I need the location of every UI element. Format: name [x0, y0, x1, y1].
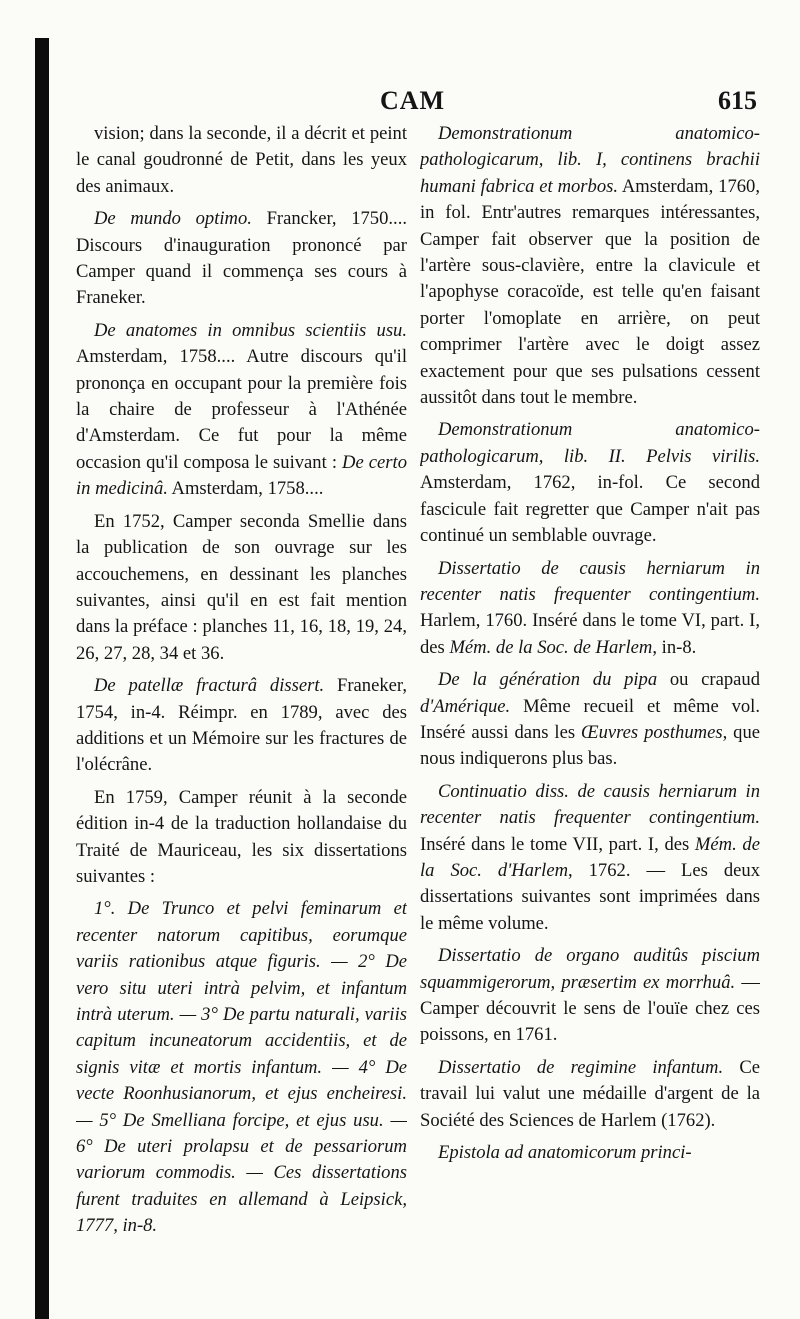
bibliography-paragraph	[76, 121, 407, 200]
running-header: CAM	[380, 86, 446, 115]
entry-text: , que nous indiquerons plus bas.	[420, 721, 760, 770]
work-title: De certo in medicinâ.	[76, 451, 407, 500]
work-title: De mundo optimo.	[94, 208, 252, 230]
entry-text: — Camper découvrit le sens de l'ouïe chez ces poissons, en 1761.	[420, 971, 760, 1046]
bibliography-paragraph	[420, 943, 760, 1049]
bibliography-paragraph	[420, 121, 760, 411]
work-title: Epistola ad anatomicorum princi-	[438, 1142, 692, 1164]
work-title: Dissertatio de regimine infantum.	[438, 1056, 724, 1078]
entry-text: Amsterdam, 1760, in fol. Entr'autres remarques intéressantes, Camper fait observer que la position de l'artère sous-clavière, entre la clavicule et l'apophyse coracoïde, est telle qu'en faisant porter l'omoplate en arrière, on peut comprimer l'artère avec le doigt assez exactement pour que ses pulsations cessent aussitôt dans tout le membre.	[420, 175, 760, 409]
entry-text: Ce travail lui valut une médaille d'argent de la Société des Sciences de Harlem (1762).	[420, 1056, 760, 1131]
entry-text: Inséré dans le tome VII, part. I, des	[420, 833, 695, 855]
work-title: Dissertatio de organo auditûs piscium squammigerorum, præsertim ex morrhuâ.	[420, 945, 760, 993]
bibliography-paragraph	[76, 509, 407, 667]
paragraph-text: En 1759, Camper réunit à la seconde édition in-4 de la traduction hollandaise du Traité de Mauriceau, les six dissertations suivantes :	[76, 786, 407, 887]
bibliography-paragraph	[76, 318, 407, 503]
italic-text: 1°. De Trunco et pelvi feminarum et recenter natorum capitibus, eorumque variis rationibus atque figuris. — 2° De vero situ uteri intrà pelvim, et infantum intrà uterum. — 3° De partu naturali, variis capitum incuneatorum accidentiis, et de signis vitæ et mortis infantum. — 4° De vecte Roonhusianorum, et ejus encheiresi. — 5° De Smelliana forcipe, et ejus usu. — 6° De uteri prolapsu et de pessariorum variorum commodis. — Ces dissertations furent traduites en allemand à Leipsick, 1777, in-8.	[76, 898, 407, 1237]
bibliography-paragraph	[420, 779, 760, 937]
work-title: Demonstrationum anatomico-pathologicarum, lib. II. Pelvis virilis.	[420, 419, 760, 467]
work-title: Demonstrationum anatomico-pathologicarum, lib. I, continens brachii humani fabrica et morbos.	[420, 123, 760, 197]
work-title: Mém. de la Soc. de Harlem	[449, 636, 653, 658]
entry-text: Amsterdam, 1758....	[167, 478, 324, 500]
bibliography-paragraph	[76, 206, 407, 312]
work-title: Dissertatio de causis herniarum in recenter natis frequenter contingentium.	[420, 557, 760, 605]
work-title: De anatomes in omnibus scientiis usu.	[94, 319, 407, 341]
entry-text: ou crapaud	[657, 669, 760, 691]
work-title: Mém. de la Soc. d'Harlem	[420, 833, 760, 881]
bibliography-paragraph	[76, 785, 407, 891]
entry-text: , 1762. — Les deux dissertations suivantes sont imprimées dans le même volume.	[420, 859, 760, 934]
entry-text: Amsterdam, 1758.... Autre discours qu'il prononça en occupant pour la première fois la chaire de professeur à l'Athénée d'Amsterdam. Ce fut pour la même occasion qu'il composa le suivant :	[76, 346, 407, 473]
work-title: De patellæ fracturâ dissert.	[94, 675, 325, 697]
entry-text: Francker, 1750.... Discours d'inauguration prononcé par Camper quand il commença ses cours à Franeker.	[76, 208, 407, 309]
paragraph-text: vision; dans la seconde, il a décrit et peint le canal goudronné de Petit, dans les yeux des animaux.	[76, 123, 407, 197]
entry-text: Amsterdam, 1762, in-fol. Ce second fascicule fait regretter que Camper n'ait pas continué un semblable ouvrage.	[420, 472, 760, 547]
page-number: 615	[718, 86, 757, 115]
work-title: d'Amérique.	[420, 695, 511, 717]
paragraph-text: En 1752, Camper seconda Smellie dans la publication de son ouvrage sur les accouchemens, en dessinant les planches suivantes, ainsi qu'il en est fait mention dans la préface : planches 11, 16, 18, 19, 24, 26, 27, 28, 34 et 36.	[76, 510, 407, 664]
bibliography-paragraph	[420, 1140, 760, 1166]
work-title: Œuvres posthumes	[581, 721, 723, 743]
entry-text: , in-8.	[652, 636, 697, 658]
bibliography-paragraph	[420, 667, 760, 773]
book-spine-shadow	[35, 38, 49, 1319]
entry-text: Franeker, 1754, in-4. Réimpr. en 1789, avec des additions et un Mémoire sur les fractures de l'olécrâne.	[76, 675, 407, 776]
entry-text: Harlem, 1760. Inséré dans le tome VI, part. I, des	[420, 610, 760, 658]
work-title: De la génération du pipa	[438, 669, 658, 691]
left-column	[76, 121, 407, 1311]
bibliography-paragraph	[420, 1055, 760, 1134]
entry-text: Même recueil et même vol. Inséré aussi dans les	[420, 695, 760, 743]
bibliography-paragraph	[420, 417, 760, 549]
bibliography-paragraph	[420, 556, 760, 662]
right-column	[420, 121, 760, 1311]
bibliography-paragraph	[76, 896, 407, 1239]
bibliography-paragraph	[76, 673, 407, 779]
work-title: Continuatio diss. de causis herniarum in recenter natis frequenter contingentium.	[420, 780, 760, 829]
